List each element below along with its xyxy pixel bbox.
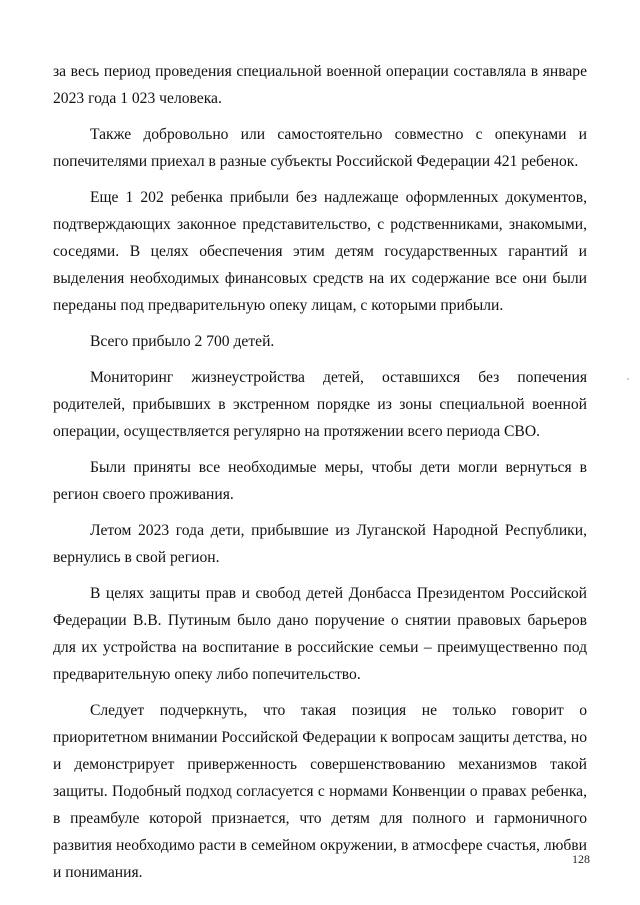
paragraph-undocumented-arrivals: Еще 1 202 ребенка прибыли без надлежаще оформленных документов, подтверждающих законное представительство, с родственниками, знакомыми, соседями. В целях обеспечения этим детям государственных гарантий и выделения необходимых финансовых средств на их содержание все они были переданы под предварительную опеку лицам, с которыми прибыли. (53, 189, 587, 314)
paragraph-convention: Следует подчеркнуть, что такая позиция не только говорит о приоритетном внимании Российской Федерации к вопросам защиты детства, но и демонстрирует приверженность совершенствованию механизмов такой защиты. Подобный подход согласуется с нормами Конвенции о правах ребенка, в преамбуле которой признается, что детям для полного и гармоничного развития необходимо расти в семейном окружении, в атмосфере счастья, любви и понимания. (53, 702, 587, 881)
document-body (53, 58, 587, 895)
paragraph-voluntary-arrivals: Также добровольно или самостоятельно совместно с опекунами и попечителями приехал в разные субъекты Российской Федерации 421 ребенок. (53, 126, 587, 170)
paragraph-monitoring: Мониторинг жизнеустройства детей, оставшихся без попечения родителей, прибывших в экстренном порядке из зоны специальной военной операции, осуществляется регулярно на протяжении всего периода СВО. (53, 369, 587, 440)
paragraph-continuation: за весь период проведения специальной военной операции составляла в январе 2023 года 1 023 человека. (53, 63, 587, 107)
paragraph-total-arrivals: Всего прибыло 2 700 детей. (90, 333, 275, 350)
scan-artifact (627, 378, 629, 380)
page-number: 128 (572, 852, 590, 866)
paragraph-presidential-order: В целях защиты прав и свобод детей Донбасса Президентом Российской Федерации В.В. Путиным было дано поручение о снятии правовых барьеров для их устройства на воспитание в российские семьи – преимущественно под предварительную опеку либо попечительство. (53, 585, 587, 683)
paragraph-return-measures: Были приняты все необходимые меры, чтобы дети могли вернуться в регион своего проживания. (53, 459, 587, 503)
paragraph-lnr-return: Летом 2023 года дети, прибывшие из Луганской Народной Республики, вернулись в свой регион. (53, 522, 587, 566)
